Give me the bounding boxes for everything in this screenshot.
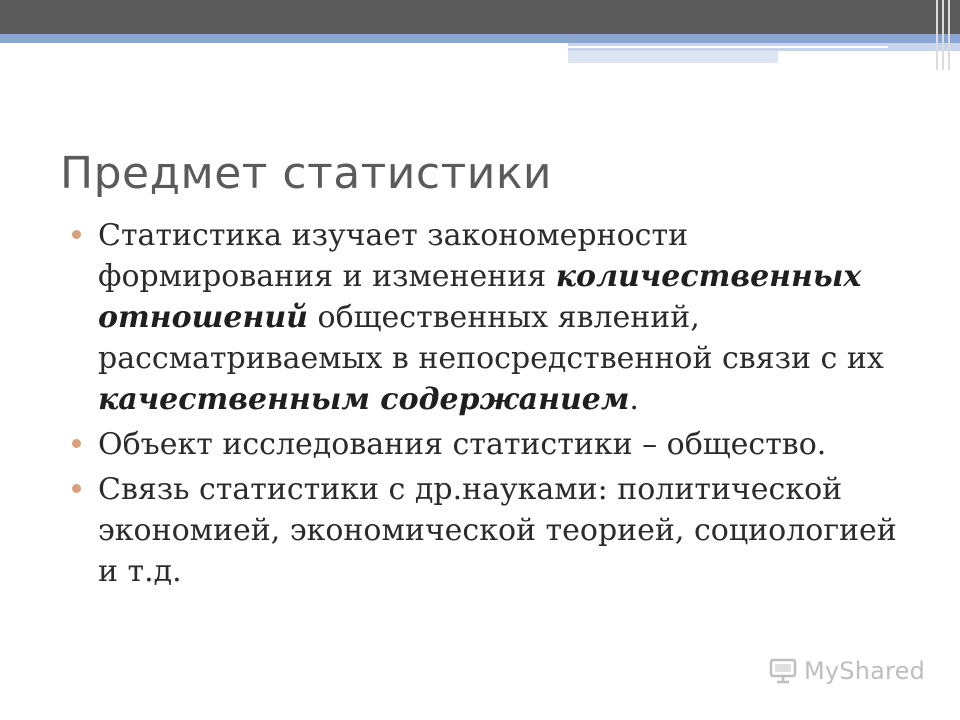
- bullet-item-definition: [72, 215, 922, 420]
- watermark-text: MyShared: [804, 657, 926, 685]
- bullet-item-connections: [72, 469, 922, 592]
- watermark: [768, 656, 925, 686]
- bullet-dot-icon: [72, 439, 81, 448]
- header-bar: [0, 0, 960, 34]
- bullet-dot-icon: [72, 484, 81, 493]
- emphasis-text: количественных отношений: [98, 259, 862, 335]
- slide-title: Предмет статистики: [60, 148, 552, 199]
- bullet-text: Статистика изучает закономерности формирования и изменения: [98, 218, 689, 294]
- bullet-text: общественных явлений, рассматриваемых в непосредственной связи с их: [98, 300, 884, 376]
- bullet-dot-icon: [72, 230, 81, 239]
- corner-decoration: [932, 0, 960, 70]
- bullet-item-object: [72, 424, 922, 465]
- bullet-list: [72, 215, 922, 596]
- bullet-text: Объект исследования статистики – общество.: [98, 427, 827, 462]
- projector-screen-icon: [768, 656, 798, 686]
- accent-stripe: [0, 34, 960, 43]
- accent-line: [568, 46, 888, 48]
- bullet-text: .: [629, 382, 639, 417]
- emphasis-text: качественным содержанием: [98, 382, 630, 417]
- accent-stripe-lighter: [568, 51, 778, 63]
- bullet-text: Связь статистики с др.науками: политической экономией, экономической теорией, социологией и т.д.: [98, 472, 897, 589]
